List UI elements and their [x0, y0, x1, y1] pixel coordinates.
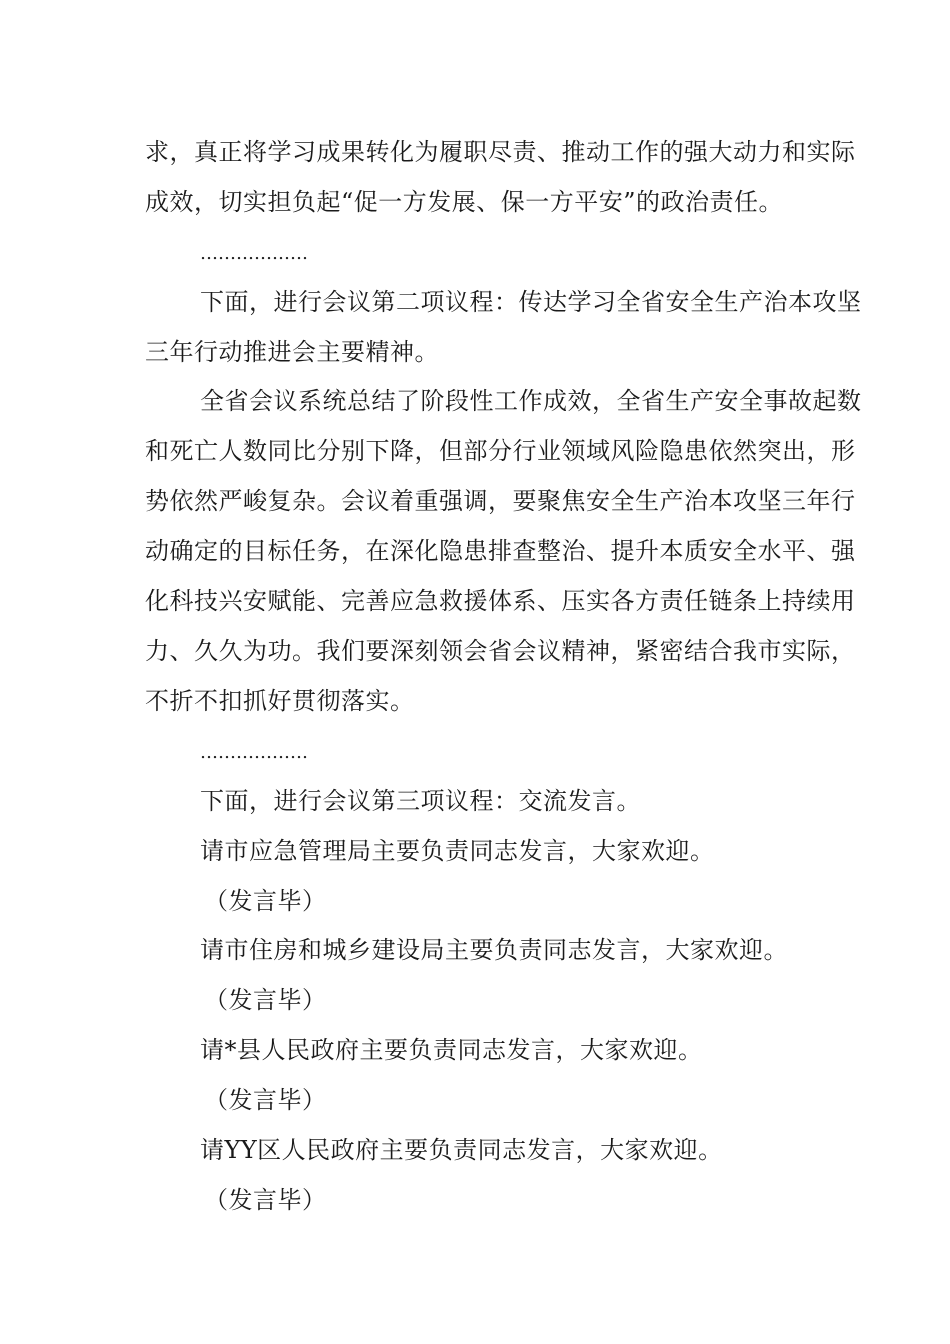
text-line: 势依然严峻复杂。会议着重强调，要聚焦安全生产治本攻坚三年行 [145, 487, 856, 515]
text-line: 三年行动推进会主要精神。 [145, 338, 439, 366]
speaker-invitation: 请市应急管理局主要负责同志发言，大家欢迎。 [200, 837, 715, 865]
speech-end-note: （发言毕） [204, 1086, 327, 1114]
text-line: 动确定的目标任务，在深化隐患排查整治、提升本质安全水平、强 [145, 537, 856, 565]
ellipsis-separator: ……………… [200, 742, 308, 763]
speaker-invitation: 请*县人民政府主要负责同志发言，大家欢迎。 [200, 1036, 703, 1064]
text-line: 下面，进行会议第二项议程：传达学习全省安全生产治本攻坚 [200, 288, 862, 316]
text-line: 求，真正将学习成果转化为履职尽责、推动工作的强大动力和实际 [145, 138, 856, 166]
speech-end-note: （发言毕） [204, 1186, 327, 1214]
text-line: 全省会议系统总结了阶段性工作成效，全省生产安全事故起数 [200, 387, 862, 415]
text-line: 和死亡人数同比分别下降，但部分行业领域风险隐患依然突出，形 [145, 437, 856, 465]
speech-end-note: （发言毕） [204, 887, 327, 915]
speaker-invitation: 请YY区人民政府主要负责同志发言，大家欢迎。 [200, 1136, 723, 1164]
speech-end-note: （发言毕） [204, 986, 327, 1014]
text-line: 力、久久为功。我们要深刻领会省会议精神，紧密结合我市实际， [145, 637, 856, 665]
text-line: 成效，切实担负起“促一方发展、保一方平安”的政治责任。 [145, 188, 784, 216]
speaker-invitation: 请市住房和城乡建设局主要负责同志发言，大家欢迎。 [200, 936, 788, 964]
text-line: 化科技兴安赋能、完善应急救援体系、压实各方责任链条上持续用 [145, 587, 856, 615]
text-line: 不折不扣抓好贯彻落实。 [145, 687, 415, 715]
agenda-item-heading: 下面，进行会议第三项议程：交流发言。 [200, 787, 641, 815]
ellipsis-separator: ……………… [200, 243, 308, 264]
